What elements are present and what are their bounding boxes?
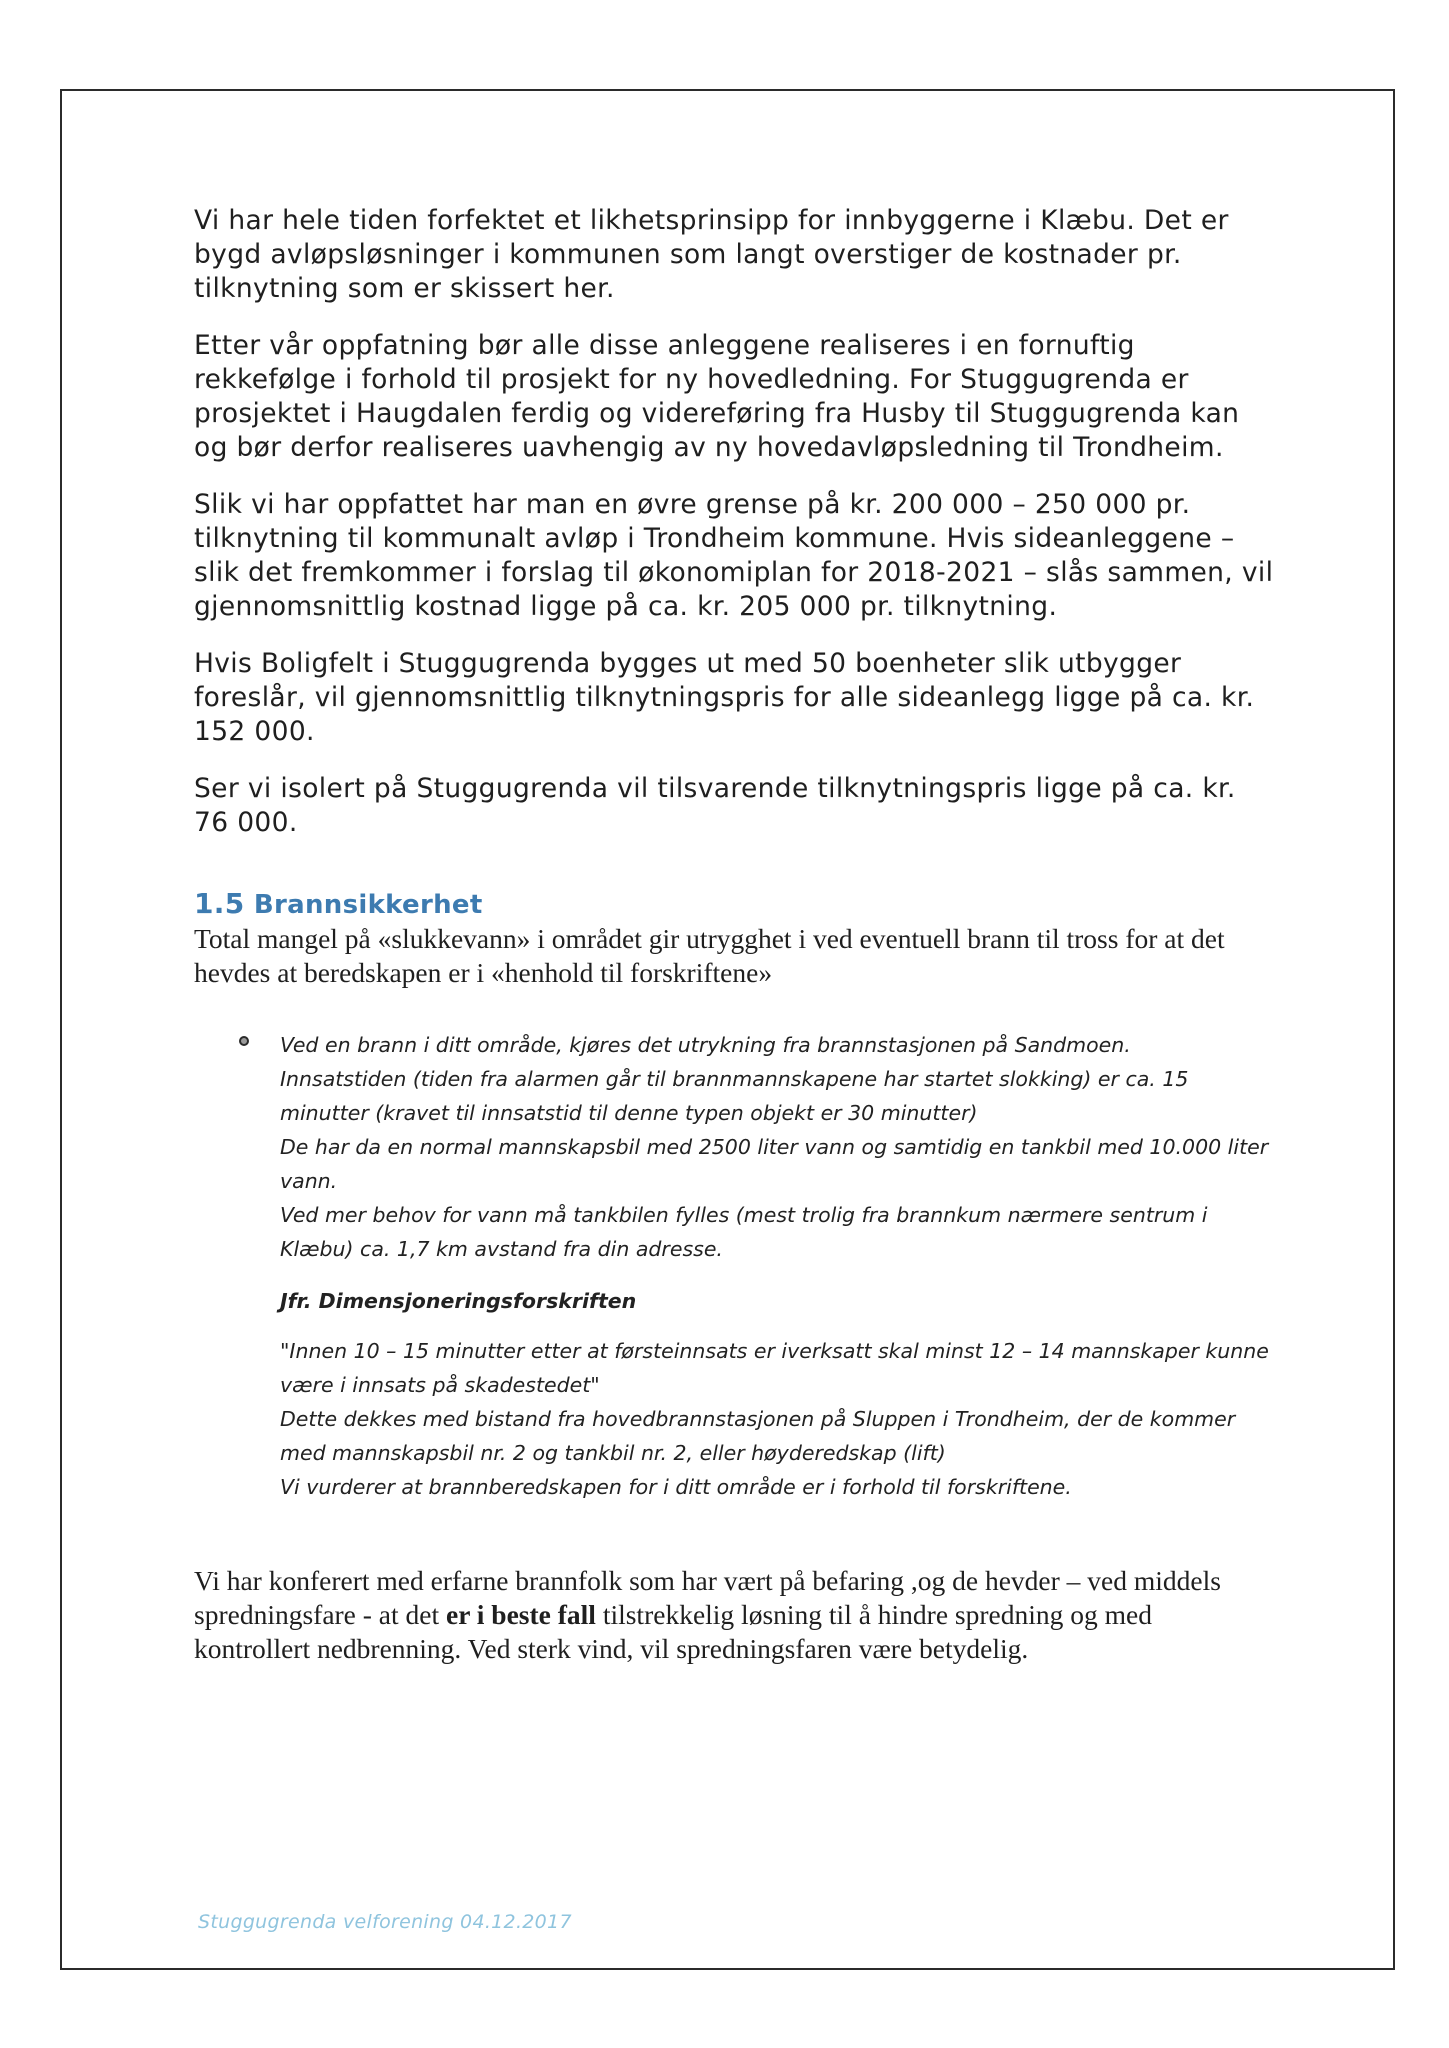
paragraph-oppfatning: Etter vår oppfatning bør alle disse anleggene realiseres i en fornuftig rekkefølge i forhold til prosjekt for ny hovedledning. For Stuggugrenda er prosjektet i Haugdalen ferdig og videreføring fra Husby til Stuggugrenda kan og bør derfor realiseres uavhengig av ny hovedavløpsledning til Trondheim. — [194, 330, 1240, 463]
document-body — [194, 204, 1274, 1666]
closing-part1: Vi har konferert med erfarne brannfolk som har vært på befaring ,og de hevder – ved middels spredningsfare - at det — [194, 1565, 1221, 1630]
reference-quote: "Innen 10 – 15 minutter etter at førsteinnsats er iverksatt skal minst 12 – 14 mannskaper kunne være i innsats på skadestedet" Dette dekkes med bistand fra hovedbrannstasjonen på Sluppen i Trondheim, der de kommer med mannskapsbil nr. 2 og tankbil nr. 2, eller høyderedskap (lift) Vi vurderer at brannberedskapen for i ditt område er i forhold til forskriftene. — [280, 1339, 1269, 1499]
section-intro: Total mangel på «slukkevann» i området gir utrygghet i ved eventuell brann til tross for at det hevdes at beredskapen er i «henhold til forskriftene» — [194, 923, 1225, 988]
section-number: 1.5 — [194, 887, 245, 920]
section-heading — [194, 887, 1274, 922]
bullet-icon — [239, 1036, 249, 1046]
closing-paragraph — [194, 1564, 1274, 1666]
reference-title: Jfr. Dimensjoneringsforskriften — [280, 1289, 637, 1313]
bullet-text: Ved en brann i ditt område, kjøres det utrykning fra brannstasjonen på Sandmoen. Innsatstiden (tiden fra alarmen går til brannmannskapene har startet slokking) er ca. 15 minutter (kravet til innsatstid til denne typen objekt er 30 minutter) De har da en normal mannskapsbil med 2500 liter vann og samtidig en tankbil med 10.000 liter vann. Ved mer behov for vann må tankbilen fylles (mest trolig fra brannkum nærmere sentrum i Klæbu) ca. 1,7 km avstand fra din adresse. — [280, 1033, 1269, 1261]
paragraph-ovre-grense: Slik vi har oppfattet har man en øvre grense på kr. 200 000 – 250 000 pr. tilknytning til kommunalt avløp i Trondheim kommune. Hvis sideanleggene – slik det fremkommer i forslag til økonomiplan for 2018-2021 – slås sammen, vil gjennomsnittlig kostnad ligge på ca. kr. 205 000 pr. tilknytning. — [194, 489, 1274, 622]
paragraph-isolert: Ser vi isolert på Stuggugrenda vil tilsvarende tilknytningspris ligge på ca. kr. 76 000. — [194, 773, 1236, 838]
paragraph-boligfelt: Hvis Boligfelt i Stuggugrenda bygges ut med 50 boenheter slik utbygger foreslår, vil gjennomsnittlig tilknytningspris for alle sideanlegg ligge på ca. kr. 152 000. — [194, 648, 1255, 747]
closing-part2: tilstrekkelig løsning til å hindre spredning og med kontrollert nedbrenning. Ved sterk vind, vil spredningsfaren være betydelig. — [194, 1599, 1152, 1664]
section-title: Brannsikkerhet — [253, 890, 483, 920]
closing-bold: er i beste fall — [446, 1599, 596, 1630]
paragraph-likhetsprinsipp: Vi har hele tiden forfektet et likhetsprinsipp for innbyggerne i Klæbu. Det er bygd avløpsløsninger i kommunen som langt overstiger de kostnader pr. tilknytning som er skissert her. — [194, 205, 1229, 304]
page-footer: Stuggugrenda velforening 04.12.2017 — [198, 1911, 572, 1933]
bullet-item — [194, 1028, 1274, 1504]
